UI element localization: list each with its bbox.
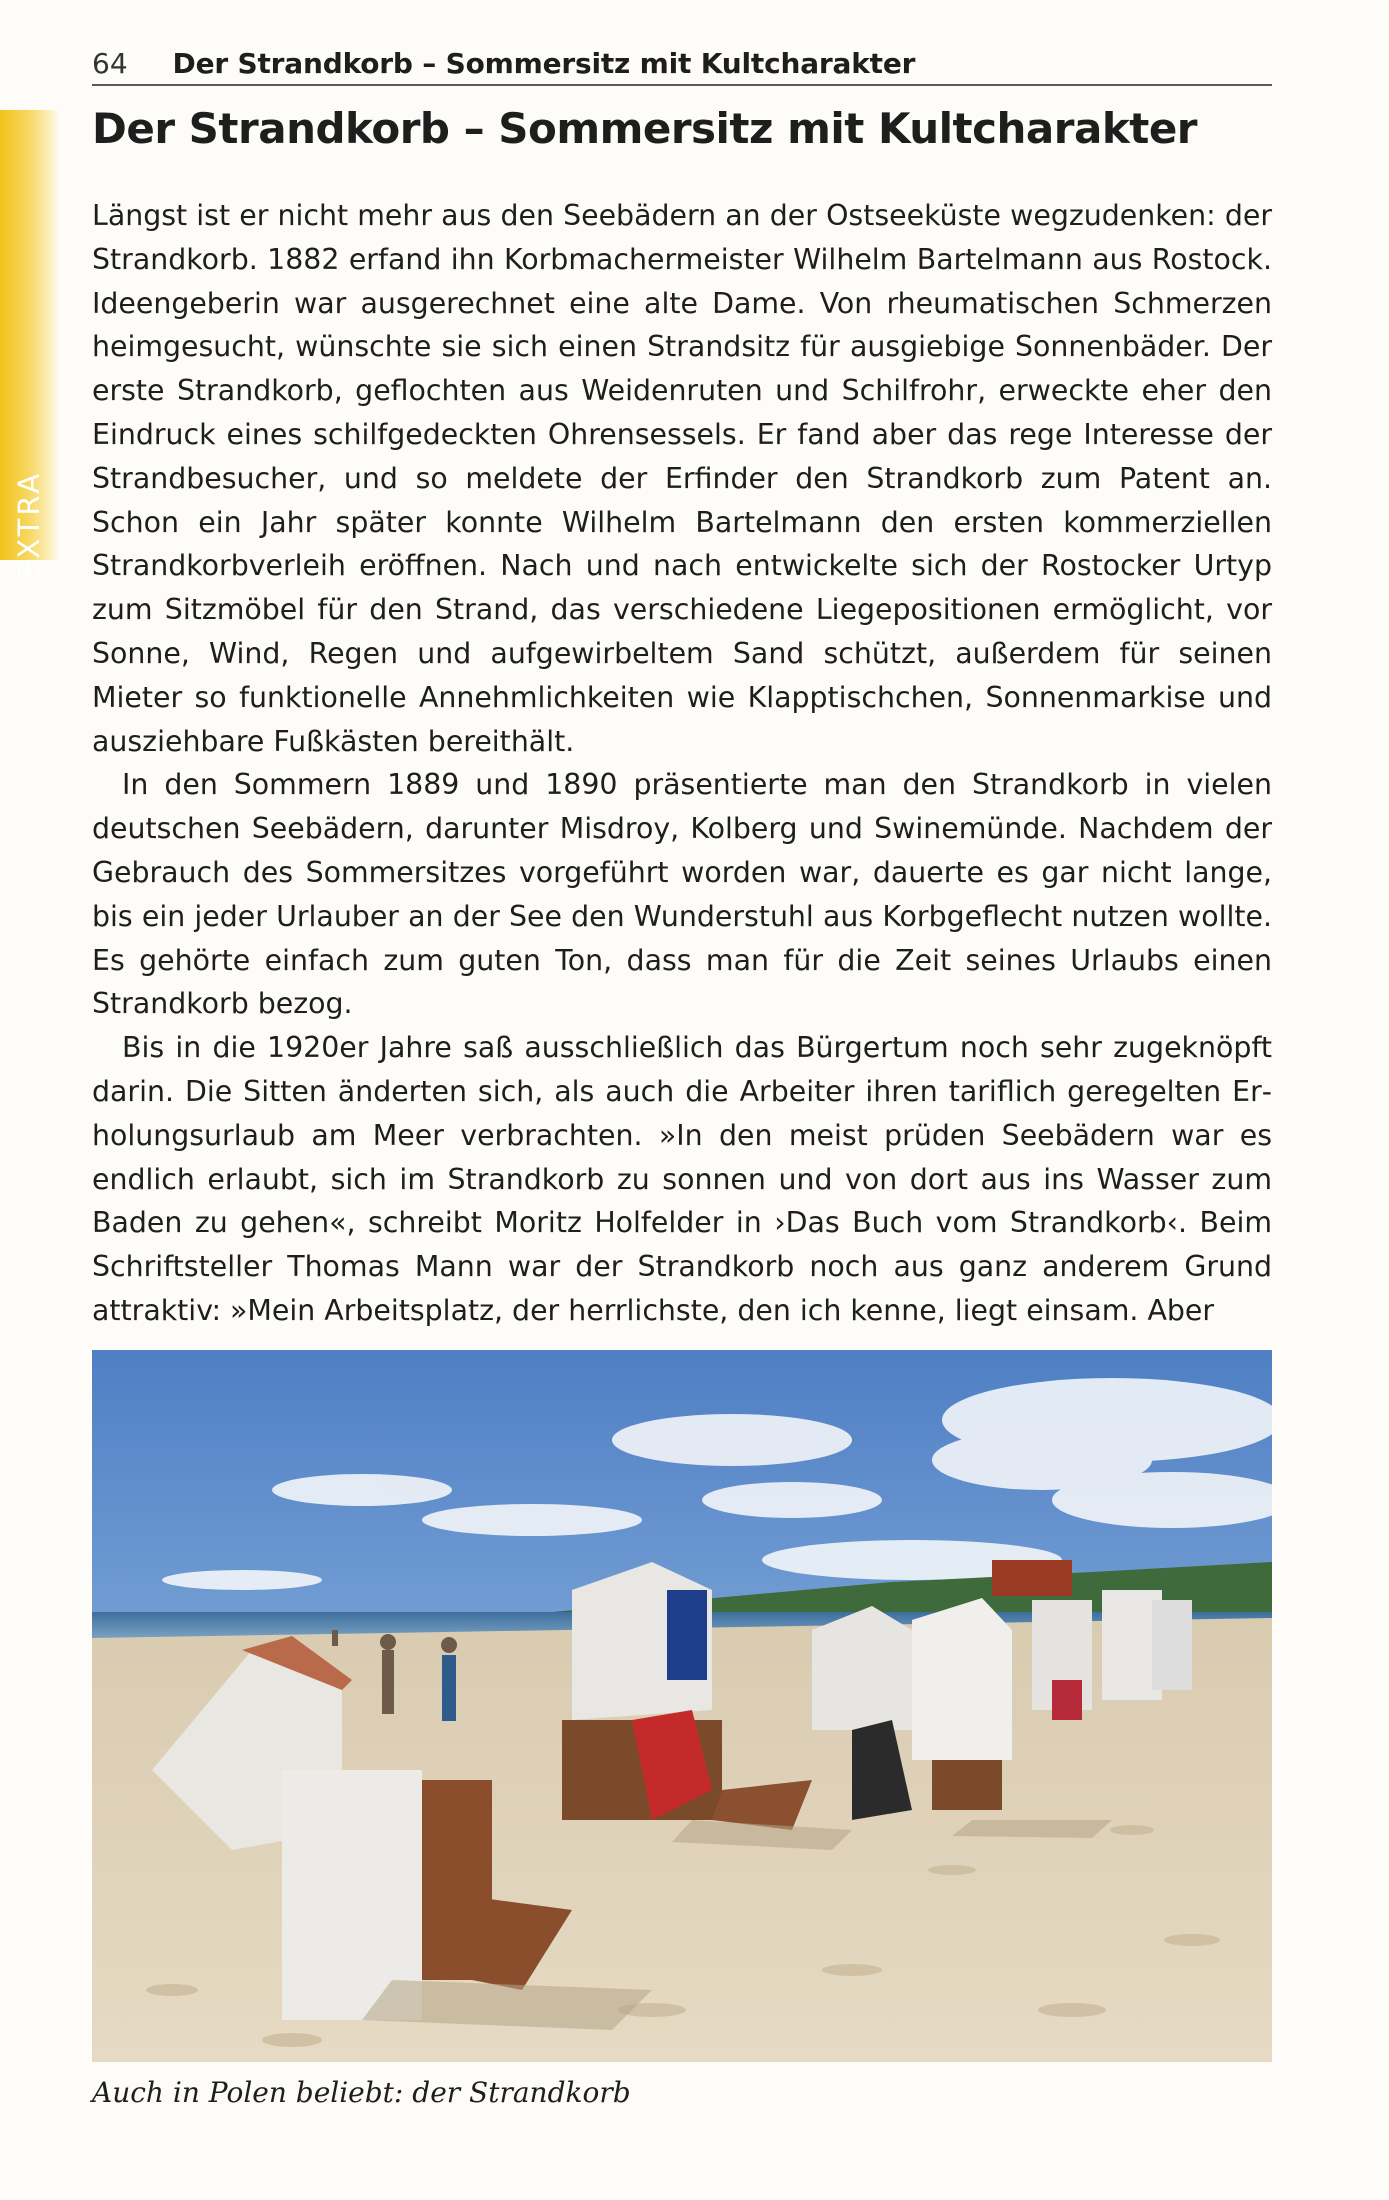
- beach-photo: [92, 1350, 1272, 2062]
- paragraph-3: Bis in die 1920er Jahre saß ausschließlich das Bürgertum noch sehr zugeknöpft darin. Die Sitten änderten sich, als auch die Arbeiter ihren tariflich geregelten Erholungsurlaub am Meer verbrachten. »In den meist prüden Seebädern war es endlich erlaubt, sich im Strandkorb zu sonnen und von dort aus ins Wasser zum Baden zu gehen«, schreibt Moritz Holfelder in ›Das Buch vom Strandkorb‹. Beim Schriftsteller Thomas Mann war der Strandkorb noch aus ganz anderem Grund attraktiv: »Mein Arbeitsplatz, der herrlichste, den ich kenne, liegt einsam. Aber: [92, 1031, 1272, 1327]
- photo-caption: Auch in Polen beliebt: der Strandkorb: [92, 2076, 631, 2109]
- paragraph-1: Längst ist er nicht mehr aus den Seebädern an der Ostseeküste wegzudenken: der Strandkorb. 1882 erfand ihn Korbmachermeister Wilhelm Bartelmann aus Rostock. Ideengeberin war ausgerechnet eine alte Dame. Von rheumatischen Schmerzen heimgesucht, wünschte sie sich einen Strandsitz für ausgiebige Sonnenbäder. Der erste Strandkorb, geflochten aus Weidenruten und Schilfrohr, erweckte eher den Eindruck eines schilfgedeckten Ohrensessels. Er fand aber das rege Interesse der Strandbesucher, und so meldete der Erfinder den Strandkorb zum Patent an. Schon ein Jahr später konnte Wilhelm Bartelmann den ersten kommerziellen Strandkorbverleih eröffnen. Nach und nach entwickelte sich der Rostocker Urtyp zum Sitzmöbel für den Strand, das verschiedene Liegepositionen ermöglicht, vor Sonne, Wind, Regen und aufgewirbeltem Sand schützt, außerdem für seinen Mieter so funktionelle Annehmlichkeiten wie Klapptischchen, Sonnenmarkise und ausziehbare Fußkästen bereithält.: [92, 199, 1272, 758]
- article-title: Der Strandkorb – Sommersitz mit Kultcharakter: [92, 104, 1198, 153]
- running-header: [92, 44, 1272, 86]
- paragraph-2: In den Sommern 1889 und 1890 präsentierte man den Strandkorb in vielen deutschen Seebädern, darunter Misdroy, Kolberg und Swinemünde. Nachdem der Gebrauch des Sommersitzes vorgeführt worden war, dauerte es gar nicht lange, bis ein jeder Urlauber an der See den Wunderstuhl aus Korbgeflecht nutzen wollte. Es gehörte einfach zum guten Ton, dass man für die Zeit seines Urlaubs einen Strandkorb bezog.: [92, 768, 1272, 1021]
- article-body: [92, 194, 1272, 1333]
- extra-tab-label: EXTRA: [12, 470, 46, 580]
- page-number: 64: [92, 47, 128, 80]
- running-title: Der Strandkorb – Sommersitz mit Kultcharakter: [172, 47, 916, 80]
